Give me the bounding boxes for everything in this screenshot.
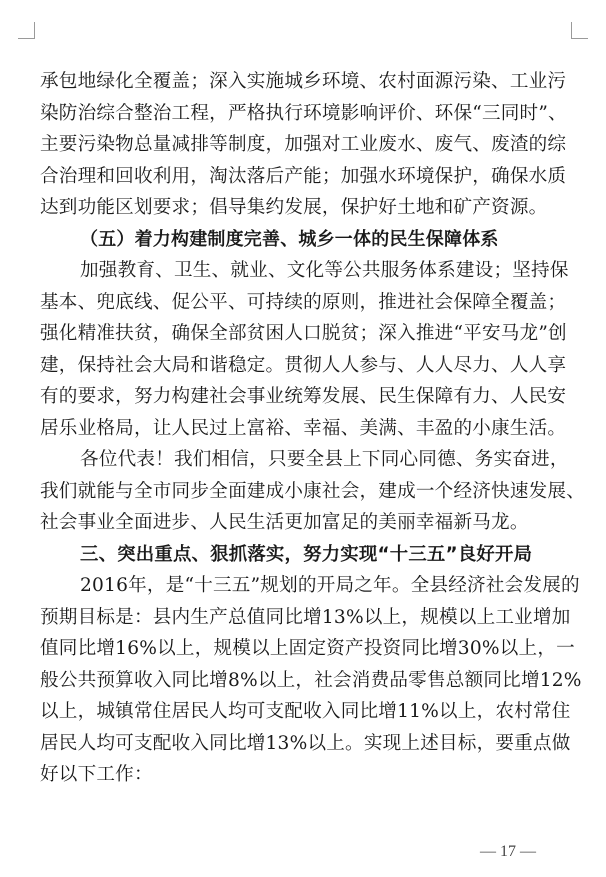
paragraph-line: 有的要求，努力构建社会事业统筹发展、民生保障有力、人民安 (40, 386, 567, 407)
paragraph-line: 承包地绿化全覆盖；深入实施城乡环境、农村面源污染、工业污 (40, 71, 567, 92)
paragraph-line: 以上，城镇常住居民人均可支配收入同比增11%以上，农村常住 (40, 701, 571, 722)
paragraph-line: 居乐业格局，让人民过上富裕、幸福、美满、丰盈的小康生活。 (40, 417, 567, 439)
crop-mark-top-right (571, 22, 588, 39)
paragraph-line: 强化精准扶贫，确保全部贫困人口脱贫；深入推进“平安马龙”创 (40, 323, 567, 344)
paragraph-line: 各位代表！我们相信，只要全县上下同心同德、务实奋进， (80, 449, 569, 470)
paragraph-line: 2016年，是“十三五”规划的开局之年。全县经济社会发展的 (80, 575, 580, 596)
paragraph-line: 建，保持社会大局和谐稳定。贯彻人人参与、人人尽力、人人享 (40, 354, 567, 376)
paragraph-line: 基本、兜底线、促公平、可持续的原则，推进社会保障全覆盖； (40, 291, 567, 313)
paragraph-line: 好以下工作： (40, 764, 153, 785)
paragraph-line: 染防治综合整治工程，严格执行环境影响评价、环保“三同时”、 (40, 102, 567, 124)
page-number: — 17 — (480, 843, 536, 860)
paragraph-line: 达到功能区划要求；倡导集约发展，保护好土地和矿产资源。 (40, 197, 548, 218)
paragraph-line: 加强教育、卫生、就业、文化等公共服务体系建设；坚持保 (80, 260, 569, 281)
paragraph-line: 我们就能与全市同步全面建成小康社会，建成一个经济快速发展、 (40, 480, 586, 502)
paragraph-line: 社会事业全面进步、人民生活更加富足的美丽幸福新马龙。 (40, 512, 529, 533)
document-body (40, 66, 586, 791)
paragraph-line: 合治理和回收利用，淘汰落后产能；加强水环境保护，确保水质 (40, 165, 567, 187)
paragraph-line: 主要污染物总量减排等制度，加强对工业废水、废气、废渣的综 (40, 134, 567, 155)
paragraph-line: 值同比增16%以上，规模以上固定资产投资同比增30%以上，一 (40, 638, 575, 659)
paragraph-line: 预期目标是：县内生产总值同比增13%以上，规模以上工业增加 (40, 606, 571, 628)
crop-mark-top-left (18, 22, 35, 39)
section-heading-five: （五）着力构建制度完善、城乡一体的民生保障体系 (80, 228, 499, 250)
paragraph-line: 般公共预算收入同比增8%以上，社会消费品零售总额同比增12% (40, 669, 582, 691)
section-heading-three: 三、突出重点、狠抓落实，努力实现“十三五”良好开局 (80, 543, 533, 565)
paragraph-line: 居民人均可支配收入同比增13%以上。实现上述目标，要重点做 (40, 732, 571, 754)
